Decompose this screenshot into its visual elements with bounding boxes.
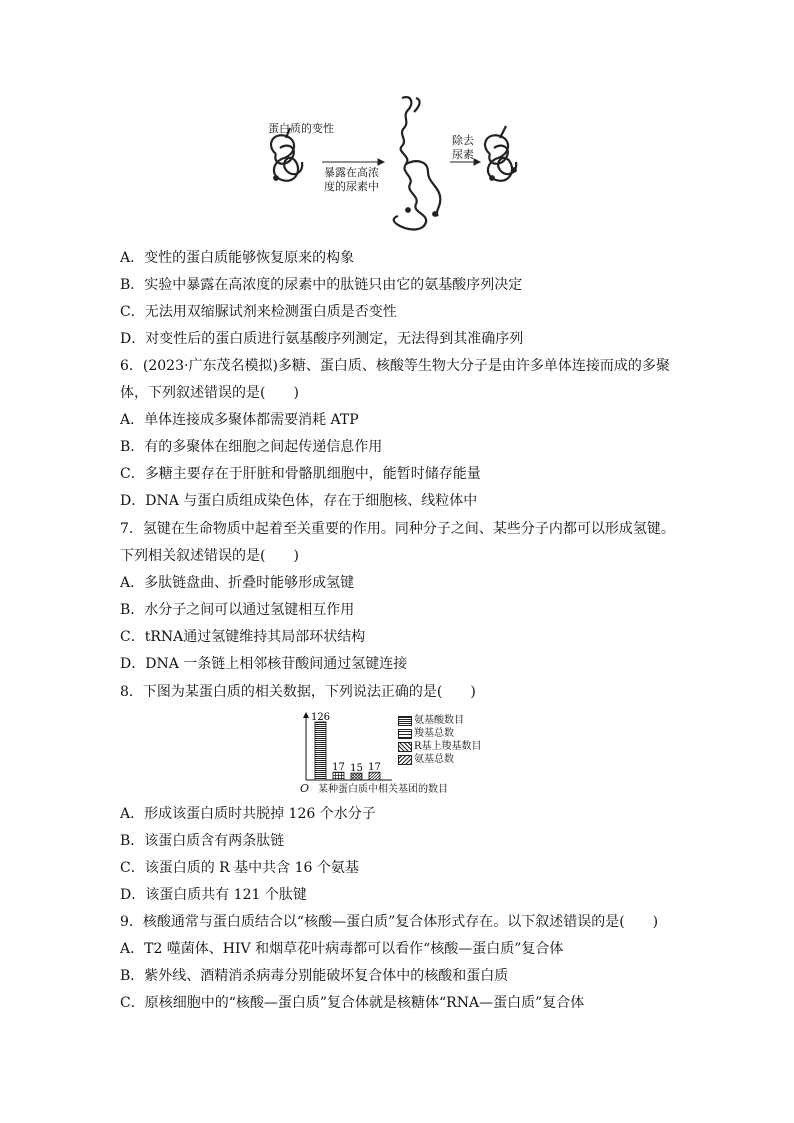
legend-item-amino-acids: 氨基酸数目 (398, 715, 464, 726)
q9-option-b: B．紫外线、酒精消杀病毒分别能破坏复合体中的核酸和蛋白质 (120, 968, 509, 984)
q7-option-d: D．DNA 一条链上相邻核苷酸间通过氢键连接 (120, 656, 408, 672)
label-protein-denaturation: 蛋白质的变性 (268, 122, 334, 135)
arrow1-caption-line1: 暴露在高浓 (324, 166, 379, 179)
bar-value-label-3: 17 (368, 762, 381, 774)
q7-option-a: A．多肽链盘曲、折叠时能够形成氢键 (120, 575, 355, 591)
legend-swatch (398, 716, 412, 726)
folded-protein-right (485, 126, 516, 181)
legend-item-carboxyl-total: 羧基总数 (398, 728, 454, 739)
q5-option-d: D．对变性后的蛋白质进行氨基酸序列测定，无法得到其准确序列 (120, 331, 524, 347)
q8-option-c: C．该蛋白质的 R 基中共含 16 个氨基 (120, 860, 359, 876)
q6-option-b: B．有的多聚体在细胞之间起传递信息作用 (120, 439, 383, 455)
q7-stem-line2: 下列相关叙述错误的是( ) (120, 548, 299, 564)
q7-option-c: C．tRNA通过氢键维持其局部环状结构 (120, 629, 366, 645)
bar-value-label-1: 17 (332, 762, 345, 774)
q7-stem-line1: 7．氢键在生命物质中起着至关重要的作用。同种分子之间、某些分子内都可以形成氢键。 (120, 521, 675, 537)
legend-item-amino-total: 氨基总数 (398, 754, 454, 765)
q5-option-c: C．无法用双缩脲试剂来检测蛋白质是否变性 (120, 304, 397, 320)
unfolded-chain (394, 97, 441, 229)
arrow1-caption-line2: 度的尿素中 (324, 180, 379, 193)
x-axis-label: 某种蛋白质中相关基团的数目 (318, 784, 448, 795)
q8-stem: 8．下图为某蛋白质的相关数据，下列说法正确的是( ) (120, 684, 476, 700)
bar-value-label-2: 15 (350, 763, 363, 775)
y-axis-arrow (303, 712, 309, 718)
q9-option-c: C．原核细胞中的“核酸—蛋白质”复合体就是核糖体“RNA—蛋白质”复合体 (120, 995, 585, 1011)
denaturation-figure (262, 92, 542, 242)
bar-1 (333, 772, 344, 780)
q5-option-b: B．实验中暴露在高浓度的尿素中的肽链只由它的氨基酸序列决定 (120, 277, 523, 293)
q6-option-c: C．多糖主要存在于肝脏和骨骼肌细胞中，能暂时储存能量 (120, 466, 481, 482)
q8-bar-chart (296, 712, 496, 798)
bar-2 (351, 773, 362, 780)
q6-option-d: D．DNA 与蛋白质组成染色体，存在于细胞核、线粒体中 (120, 493, 478, 509)
origin-label: O (300, 782, 310, 795)
folded-protein-left (271, 128, 302, 181)
legend-item-r-carboxyl: R基上羧基数目 (398, 741, 482, 752)
legend-swatch (398, 742, 412, 752)
q5-option-a: A．变性的蛋白质能够恢复原来的构象 (120, 250, 355, 266)
arrow-1 (322, 159, 384, 165)
q6-stem-line2: 体，下列叙述错误的是( ) (120, 385, 299, 401)
q8-option-d: D．该蛋白质共有 121 个肽键 (120, 887, 307, 903)
bar-0 (315, 722, 326, 780)
q8-option-a: A．形成该蛋白质时共脱掉 126 个水分子 (120, 806, 376, 822)
q9-stem: 9．核酸通常与蛋白质结合以“核酸—蛋白质”复合体形式存在。以下叙述错误的是( ) (120, 914, 659, 930)
bar-3 (369, 772, 380, 780)
arrow2-caption-line1: 除去 (452, 134, 474, 147)
arrow2-caption-line2: 尿素 (452, 148, 474, 161)
q9-option-a: A．T2 噬菌体、HIV 和烟草花叶病毒都可以看作“核酸—蛋白质”复合体 (120, 941, 564, 957)
denaturation-diagram (262, 92, 542, 242)
bar-value-label-0: 126 (310, 712, 331, 723)
legend-swatch (398, 729, 412, 739)
q6-stem-line1: 6．(2023·广东茂名模拟)多糖、蛋白质、核酸等生物大分子是由许多单体连接而成的多聚 (120, 358, 670, 374)
q7-option-b: B．水分子之间可以通过氢键相互作用 (120, 602, 355, 618)
q8-option-b: B．该蛋白质含有两条肽链 (120, 833, 285, 849)
q6-option-a: A．单体连接成多聚体都需要消耗 ATP (120, 412, 359, 428)
legend-swatch (398, 755, 412, 765)
